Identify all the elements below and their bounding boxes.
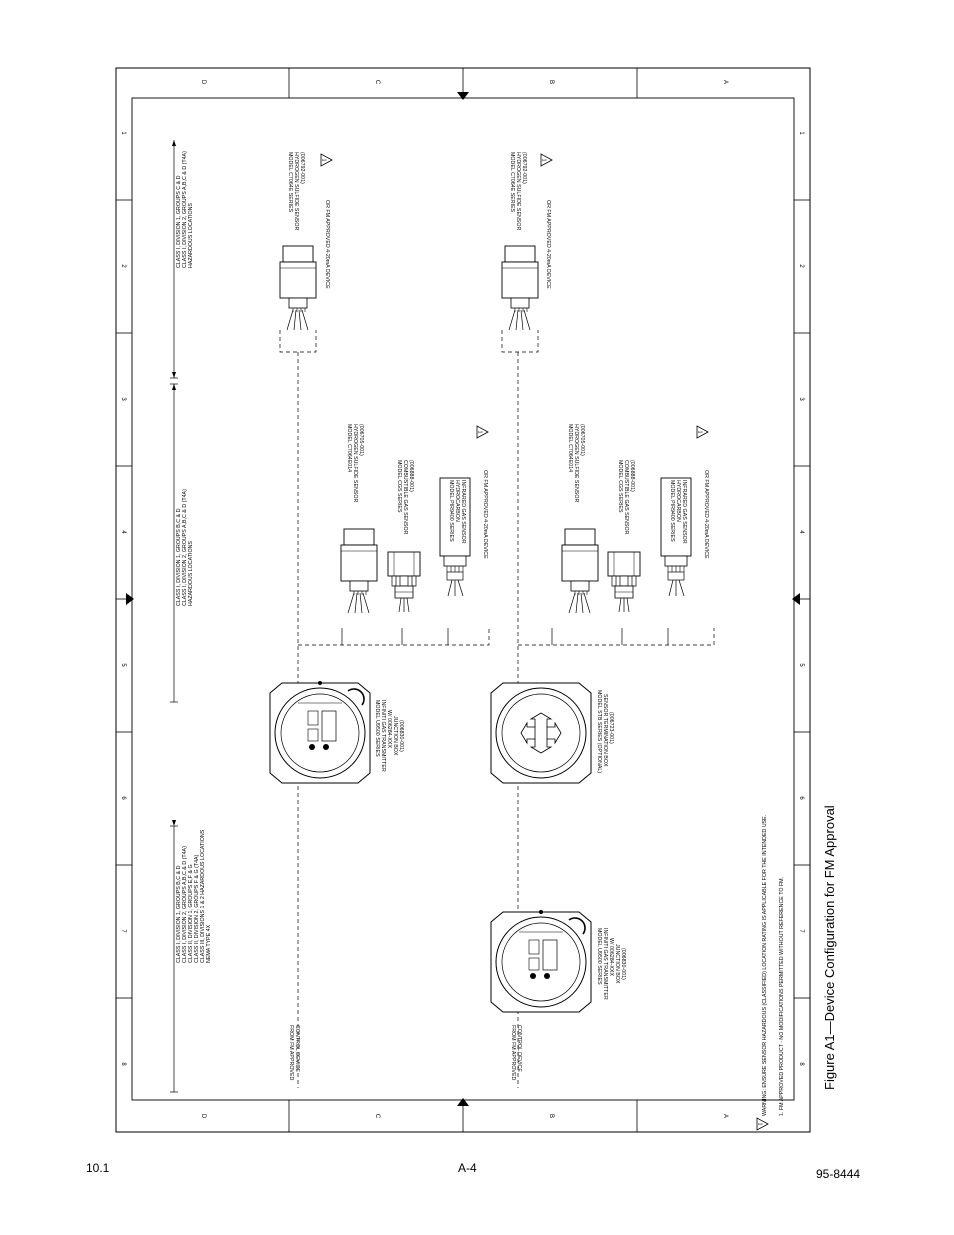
group-bottom-c7064e014-desc: HYDROGEN SULFIDE SENSOR xyxy=(573,424,579,503)
hazard-top-right-line-1: CLASS I, DIVISION 1, GROUPS C & D xyxy=(176,175,182,268)
h2s-top-line-2: HYDROGEN SULFIDE SENSOR xyxy=(293,152,299,231)
zone-col-right-8: 8 xyxy=(798,1062,804,1066)
zone-col-left-6: 6 xyxy=(120,796,126,800)
transmitter-top-desc: INFINITI GAS TRANSMITTER xyxy=(380,700,386,772)
control-top-line-1: FROM FM APPROVED xyxy=(288,1025,294,1081)
group-bottom-alt-device: OR FM APPROVED 4-20mA DEVICE xyxy=(703,470,709,559)
hazard-middle-line-1: CLASS I, DIVISION 1, GROUPS B,C & D xyxy=(176,508,182,606)
zone-row-bottom-3: B xyxy=(548,1113,554,1119)
h2s-bottom-line-3: (006792-001) xyxy=(521,152,527,184)
hazard-top-right-line-2: CLASS I, DIVISION 2, GROUPS A,B,C & D (T4A) xyxy=(182,151,188,268)
group-top-c7064e014: MODEL C7064E014 xyxy=(346,424,352,473)
group-bottom-pir9400-desc: INFRARED GAS SENSOR xyxy=(681,480,687,544)
footer-revision: 10.1 xyxy=(86,1161,110,1175)
zone-row-top-3: B xyxy=(548,79,554,85)
h2s-top-alt-device: OR FM APPROVED 4-20mA DEVICE xyxy=(324,200,330,289)
transmitter-top-jbox: JUNCTION BOX xyxy=(392,716,398,756)
zone-col-right-7: 7 xyxy=(798,929,804,933)
zone-row-top-2: C xyxy=(374,79,380,85)
transmitter-bottom-jbox: JUNCTION BOX xyxy=(614,944,620,984)
stb-box-desc: SENSOR TERMINATION BOX xyxy=(602,694,608,767)
group-top-cgs-part: (006888-001) xyxy=(408,460,414,492)
control-bottom-line-2: CONTROL DEVICE xyxy=(516,1025,522,1072)
hazard-left-line-4: CLASS II, DIVISION 2, GROUPS F & G (T4A) xyxy=(194,854,200,963)
group-top-cgs: MODEL CGS SERIES xyxy=(396,460,402,513)
zone-col-left-3: 3 xyxy=(120,397,126,401)
group-bottom-c7064e014-part: (006705-001) xyxy=(579,424,585,456)
figure-caption: Figure A1—Device Configuration for FM Approval xyxy=(822,805,837,1090)
group-top-pir9400-desc: INFRARED GAS SENSOR xyxy=(460,480,466,544)
transmitter-bottom-desc: INFINITI GAS TRANSMITTER xyxy=(602,928,608,1000)
group-bottom-c7064e014: MODEL C7064E014 xyxy=(567,424,573,473)
group-top-alt-device: OR FM APPROVED 4-20mA DEVICE xyxy=(482,470,488,559)
hazard-left-line-3: CLASS II, DIVISION 1, GROUPS E,F & G xyxy=(188,864,194,963)
group-top-cgs-desc: COMBUSTIBLE GAS SENSOR xyxy=(402,460,408,535)
zone-row-bottom-4: A xyxy=(722,1113,728,1119)
h2s-top-line-3: (006792-001) xyxy=(299,152,305,184)
warning-note: WARNING: ENSURE SENSOR HAZARDOUS (CLASSIFIED) LOCATION RATING IS APPLICABLE FOR THE INTENDED USE. xyxy=(762,814,768,1116)
zone-col-left-8: 8 xyxy=(120,1062,126,1066)
group-bottom-cgs-part: (006888-001) xyxy=(629,460,635,492)
control-bottom-line-1: FROM FM APPROVED xyxy=(510,1025,516,1081)
transmitter-bottom-with: W/ 006284-XXX xyxy=(608,938,614,976)
h2s-bottom-line-1: MODEL C7064E SERIES xyxy=(509,152,515,213)
h2s-bottom-alt-device: OR FM APPROVED 4-20mA DEVICE xyxy=(545,200,551,289)
hazard-left-line-5: CLASS III, DIVISIONS 1 & 2 HAZARDOUS LOCATIONS xyxy=(200,829,206,963)
group-top-pir9400-type: HYDROCARBON xyxy=(454,480,460,522)
control-top-line-2: CONTROL DEVICE xyxy=(294,1025,300,1072)
zone-col-right-5: 5 xyxy=(798,663,804,667)
zone-col-right-4: 4 xyxy=(798,530,804,534)
hazard-top-right-line-3: HAZARDOUS LOCATIONS xyxy=(188,203,194,268)
group-top-pir9400: MODEL PIR9400 SERIES xyxy=(448,480,454,542)
zone-col-left-7: 7 xyxy=(120,929,126,933)
zone-row-top-1: D xyxy=(200,79,206,85)
transmitter-top-part: (006830-001) xyxy=(398,720,404,752)
transmitter-bottom-part: (006830-001) xyxy=(620,948,626,980)
group-bottom-pir9400: MODEL PIR9400 SERIES xyxy=(669,480,675,542)
hazard-left-line-1: CLASS I, DIVISION 1, GROUPS B,C & D xyxy=(176,865,182,963)
transmitter-top-model: MODEL U9500 SERIES xyxy=(374,700,380,757)
group-top-c7064e014-part: (006705-001) xyxy=(358,424,364,456)
transmitter-top-with: W/ 006284-XXX xyxy=(386,710,392,748)
group-top-c7064e014-desc: HYDROGEN SULFIDE SENSOR xyxy=(352,424,358,503)
stb-box-part: (006723-001) xyxy=(608,712,614,744)
hazard-left-line-2: CLASS I, DIVISION 2, GROUPS A,B,C & D (T4A) xyxy=(182,846,188,963)
zone-row-top-4: A xyxy=(722,79,728,85)
group-bottom-pir9400-type: HYDROCARBON xyxy=(675,480,681,522)
footer-page-number: A-4 xyxy=(458,1161,477,1175)
zone-col-right-3: 3 xyxy=(798,397,804,401)
zone-row-bottom-2: C xyxy=(374,1113,380,1119)
transmitter-bottom-model: MODEL U9500 SERIES xyxy=(596,928,602,985)
zone-col-left-4: 4 xyxy=(120,530,126,534)
hazard-middle-line-2: CLASS I, DIVISION 2, GROUPS A,B,C & D (T4A) xyxy=(182,489,188,606)
zone-col-left-5: 5 xyxy=(120,663,126,667)
hazard-middle-line-3: HAZARDOUS LOCATIONS xyxy=(188,541,194,606)
footer-document-number: 95-8444 xyxy=(816,1167,861,1181)
zone-row-bottom-1: D xyxy=(200,1113,206,1119)
zone-col-right-2: 2 xyxy=(798,264,804,268)
stb-box-model: MODEL STB SERIES (OPTIONAL) xyxy=(596,690,602,774)
group-bottom-cgs-desc: COMBUSTIBLE GAS SENSOR xyxy=(623,460,629,535)
zone-col-right-6: 6 xyxy=(798,796,804,800)
fm-approval-note: 1. FM APPROVED PRODUCT - NO MODIFICATIONS PERMITTED WITHOUT REFERENCE TO FM. xyxy=(779,876,785,1116)
h2s-bottom-line-2: HYDROGEN SULFIDE SENSOR xyxy=(515,152,521,231)
hazard-left-line-6: NEMA TYPE 4X xyxy=(206,924,212,963)
zone-col-right-1: 1 xyxy=(798,131,804,135)
zone-col-left-1: 1 xyxy=(120,131,126,135)
group-bottom-cgs: MODEL CGS SERIES xyxy=(617,460,623,513)
h2s-top-line-1: MODEL C7064E SERIES xyxy=(287,152,293,213)
zone-col-left-2: 2 xyxy=(120,264,126,268)
